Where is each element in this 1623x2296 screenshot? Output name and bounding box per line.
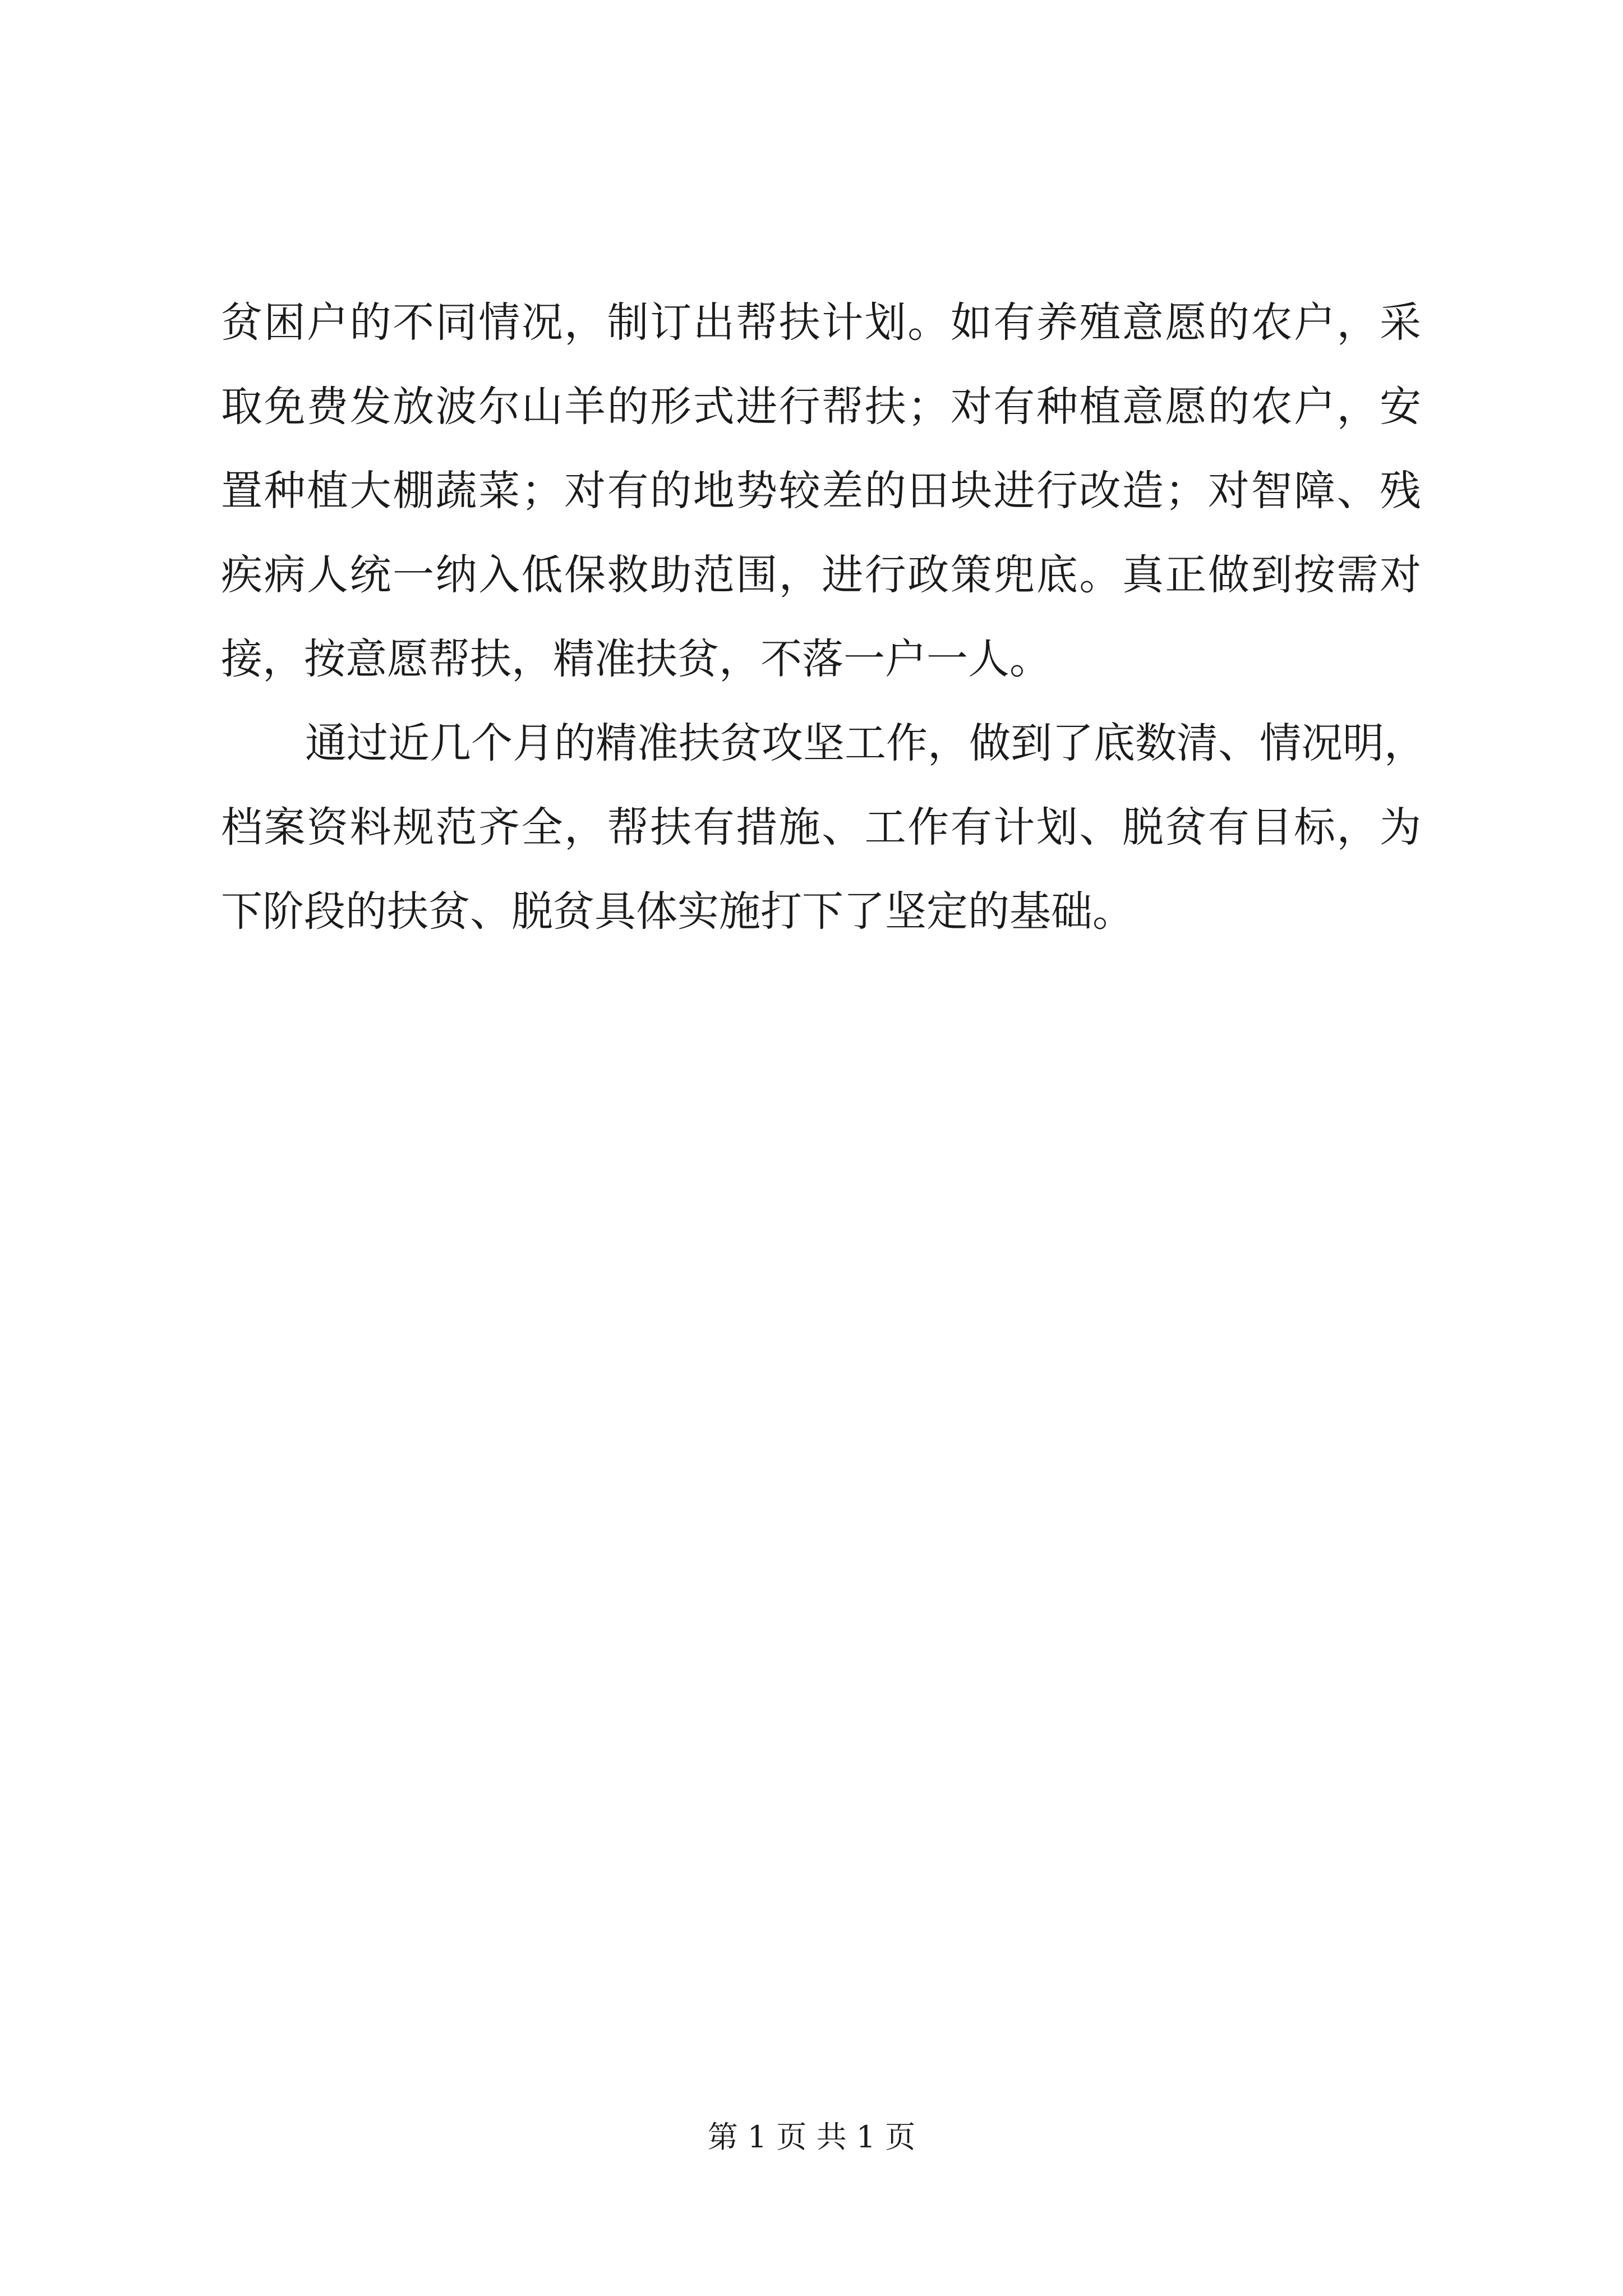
text-line: 档案资料规范齐全，帮扶有措施、工作有计划、脱贫有目标，为 bbox=[221, 803, 1421, 852]
text-line: 疾病人统一纳入低保救助范围，进行政策兜底。真正做到按需对 bbox=[221, 551, 1421, 599]
text-line: 接，按意愿帮扶，精准扶贫，不落一户一人。 bbox=[221, 635, 1051, 683]
text-line: 置种植大棚蔬菜；对有的地势较差的田块进行改造；对智障、残 bbox=[221, 467, 1421, 515]
text-line: 贫困户的不同情况，制订出帮扶计划。如有养殖意愿的农户，采 bbox=[221, 298, 1421, 347]
document-body bbox=[221, 280, 1426, 954]
text-line: 下阶段的扶贫、脱贫具体实施打下了坚定的基础。 bbox=[221, 887, 1134, 936]
text-line: 通过近几个月的精准扶贫攻坚工作，做到了底数清、情况明， bbox=[305, 719, 1426, 767]
paragraph-1 bbox=[221, 280, 1421, 701]
text-line: 取免费发放波尔山羊的形式进行帮扶；对有种植意愿的农户，安 bbox=[221, 383, 1421, 431]
page-footer: 第 1 页 共 1 页 bbox=[707, 2119, 916, 2155]
paragraph-2 bbox=[221, 701, 1426, 954]
